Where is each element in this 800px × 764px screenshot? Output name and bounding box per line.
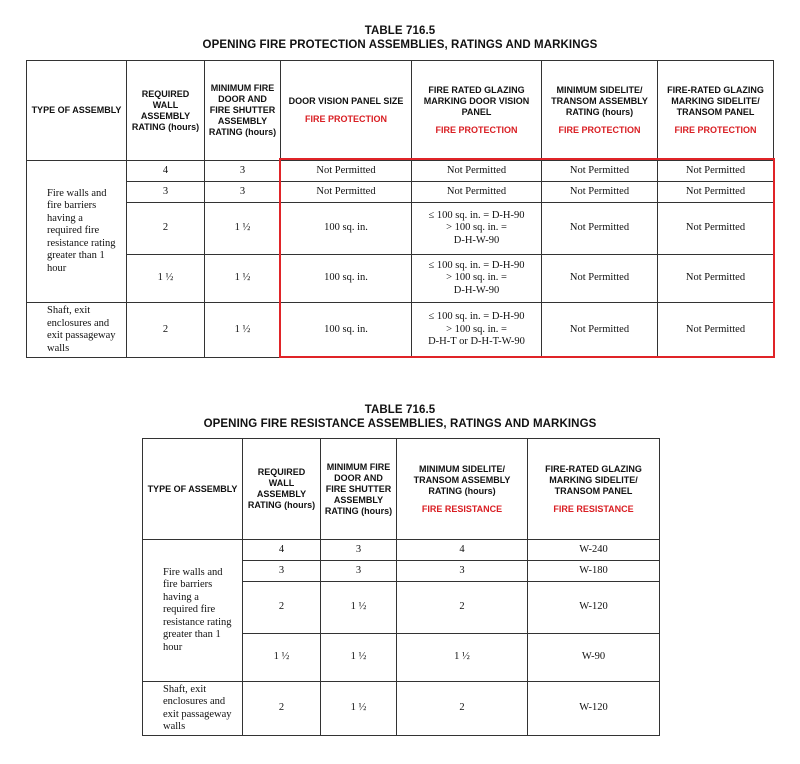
table-row <box>27 161 774 182</box>
table-row <box>143 682 660 736</box>
table1-header-sidelite-label: MINIMUM SIDELITE/ TRANSOM ASSEMBLY RATING (hours) <box>551 85 648 117</box>
table2-cell: 1 ½ <box>321 582 397 634</box>
table1 <box>26 60 774 358</box>
table1-cell: 1 ½ <box>205 203 281 255</box>
table1-group-fire-walls: Fire walls and fire barriers having a required fire resistance rating greater than 1 hour <box>27 161 127 303</box>
table2-group-shaft: Shaft, exit enclosures and exit passageway walls <box>143 682 243 736</box>
table2-header-sidelite-sub: FIRE RESISTANCE <box>421 503 503 514</box>
table1-cell: Not Permitted <box>542 182 658 203</box>
table1-header-vision-label: DOOR VISION PANEL SIZE <box>288 96 404 106</box>
glazing-line: > 100 sq. in. = <box>446 323 507 335</box>
table1-cell: Not Permitted <box>542 161 658 182</box>
table2-header-door: MINIMUM FIRE DOOR AND FIRE SHUTTER ASSEMBLY RATING (hours) <box>321 439 397 540</box>
table2-cell: W-240 <box>528 540 660 561</box>
table1-cell-glazing <box>412 203 542 255</box>
table1-cell-glazing <box>412 303 542 358</box>
table1-header-vision <box>281 61 412 161</box>
table1-cell: 1 ½ <box>205 255 281 303</box>
table-row <box>27 182 774 203</box>
table1-header-marking-label: FIRE-RATED GLAZING MARKING SIDELITE/ TRANSOM PANEL <box>667 85 764 117</box>
table1-header-sidelite-sub: FIRE PROTECTION <box>558 125 641 135</box>
table2-cell: 2 <box>397 582 528 634</box>
table1-subtitle: OPENING FIRE PROTECTION ASSEMBLIES, RATINGS AND MARKINGS <box>202 39 598 51</box>
glazing-line: ≤ 100 sq. in. = D-H-90 <box>428 311 525 323</box>
table1-cell: 100 sq. in. <box>281 203 412 255</box>
table1-cell: 100 sq. in. <box>281 255 412 303</box>
table2-group-fire-walls: Fire walls and fire barriers having a required fire resistance rating greater than 1 hour <box>143 540 243 682</box>
table2-cell: 2 <box>243 582 321 634</box>
table2-cell: W-120 <box>528 682 660 736</box>
table1-cell: Not Permitted <box>658 182 774 203</box>
table2-cell: 2 <box>397 682 528 736</box>
glazing-line: ≤ 100 sq. in. = D-H-90 <box>428 259 525 271</box>
table1-header-vision-sub: FIRE PROTECTION <box>304 114 387 124</box>
table2-subtitle: OPENING FIRE RESISTANCE ASSEMBLIES, RATINGS AND MARKINGS <box>203 418 597 430</box>
table2-cell: 4 <box>397 540 528 561</box>
glazing-line: ≤ 100 sq. in. = D-H-90 <box>428 209 525 221</box>
table1-header-marking <box>658 61 774 161</box>
table1-header-sidelite <box>542 61 658 161</box>
glazing-line: > 100 sq. in. = <box>446 272 507 284</box>
glazing-line: > 100 sq. in. = <box>446 222 507 234</box>
table1-cell: 1 ½ <box>127 255 205 303</box>
table2-header-wall: REQUIRED WALL ASSEMBLY RATING (hours) <box>243 439 321 540</box>
glazing-line: D-H-W-90 <box>453 234 500 246</box>
table1-cell: 1 ½ <box>205 303 281 358</box>
table1-cell: 4 <box>127 161 205 182</box>
glazing-line: D-H-W-90 <box>453 284 500 296</box>
table1-header-wall: REQUIRED WALL ASSEMBLY RATING (hours) <box>127 61 205 161</box>
table1-cell: Not Permitted <box>281 161 412 182</box>
table2-cell: 1 ½ <box>243 634 321 682</box>
table1-caption <box>0 24 800 52</box>
table2-cell: 3 <box>243 561 321 582</box>
table2-header-marking <box>528 439 660 540</box>
table2-header-marking-sub: FIRE RESISTANCE <box>553 503 634 514</box>
table2-cell: 1 ½ <box>397 634 528 682</box>
table2-header-sidelite-label: MINIMUM SIDELITE/ TRANSOM ASSEMBLY RATING (hours) <box>413 463 511 496</box>
table1-group-shaft: Shaft, exit enclosures and exit passageway walls <box>27 303 127 358</box>
table1-header-type: TYPE OF ASSEMBLY <box>27 61 127 161</box>
table2-cell: 3 <box>321 561 397 582</box>
table-row <box>27 303 774 358</box>
table2-header-type: TYPE OF ASSEMBLY <box>143 439 243 540</box>
table2-caption <box>0 403 800 431</box>
table1-header-glazing <box>412 61 542 161</box>
table2-cell: 3 <box>397 561 528 582</box>
table1-cell: 3 <box>127 182 205 203</box>
table1-cell: Not Permitted <box>412 182 542 203</box>
table1-header-row <box>27 61 774 161</box>
table-row <box>143 540 660 561</box>
table1-cell: 100 sq. in. <box>281 303 412 358</box>
table2-cell: 1 ½ <box>321 682 397 736</box>
table1-cell: Not Permitted <box>658 255 774 303</box>
table1-cell: Not Permitted <box>542 255 658 303</box>
table2-title: TABLE 716.5 <box>364 404 436 416</box>
table2-cell: 1 ½ <box>321 634 397 682</box>
table1-cell: 3 <box>205 182 281 203</box>
table2-header-sidelite <box>397 439 528 540</box>
table1-header-door: MINIMUM FIRE DOOR AND FIRE SHUTTER ASSEMBLY RATING (hours) <box>205 61 281 161</box>
table-row <box>27 255 774 303</box>
table2-cell: 4 <box>243 540 321 561</box>
table1-cell: 2 <box>127 203 205 255</box>
table-row <box>27 203 774 255</box>
table2-cell: 2 <box>243 682 321 736</box>
table1-cell: Not Permitted <box>658 303 774 358</box>
table2-header-marking-label: FIRE-RATED GLAZING MARKING SIDELITE/ TRANSOM PANEL <box>545 463 642 496</box>
table1-header-glazing-sub: FIRE PROTECTION <box>435 125 518 135</box>
table1-cell: Not Permitted <box>412 161 542 182</box>
table2-cell: W-120 <box>528 582 660 634</box>
table2 <box>142 438 660 736</box>
table1-cell: 2 <box>127 303 205 358</box>
table1-cell-glazing <box>412 255 542 303</box>
table1-cell: Not Permitted <box>658 203 774 255</box>
table2-cell: W-90 <box>528 634 660 682</box>
table1-header-marking-sub: FIRE PROTECTION <box>674 125 757 135</box>
table2-cell: 3 <box>321 540 397 561</box>
table2-header-row <box>143 439 660 540</box>
table1-cell: Not Permitted <box>542 203 658 255</box>
table1-cell: Not Permitted <box>658 161 774 182</box>
table1-header-glazing-label: FIRE RATED GLAZING MARKING DOOR VISION PANEL <box>423 85 530 117</box>
table1-title: TABLE 716.5 <box>364 25 436 37</box>
table1-cell: 3 <box>205 161 281 182</box>
glazing-line: D-H-T or D-H-T-W-90 <box>428 336 525 348</box>
table2-cell: W-180 <box>528 561 660 582</box>
table1-cell: Not Permitted <box>281 182 412 203</box>
table1-cell: Not Permitted <box>542 303 658 358</box>
